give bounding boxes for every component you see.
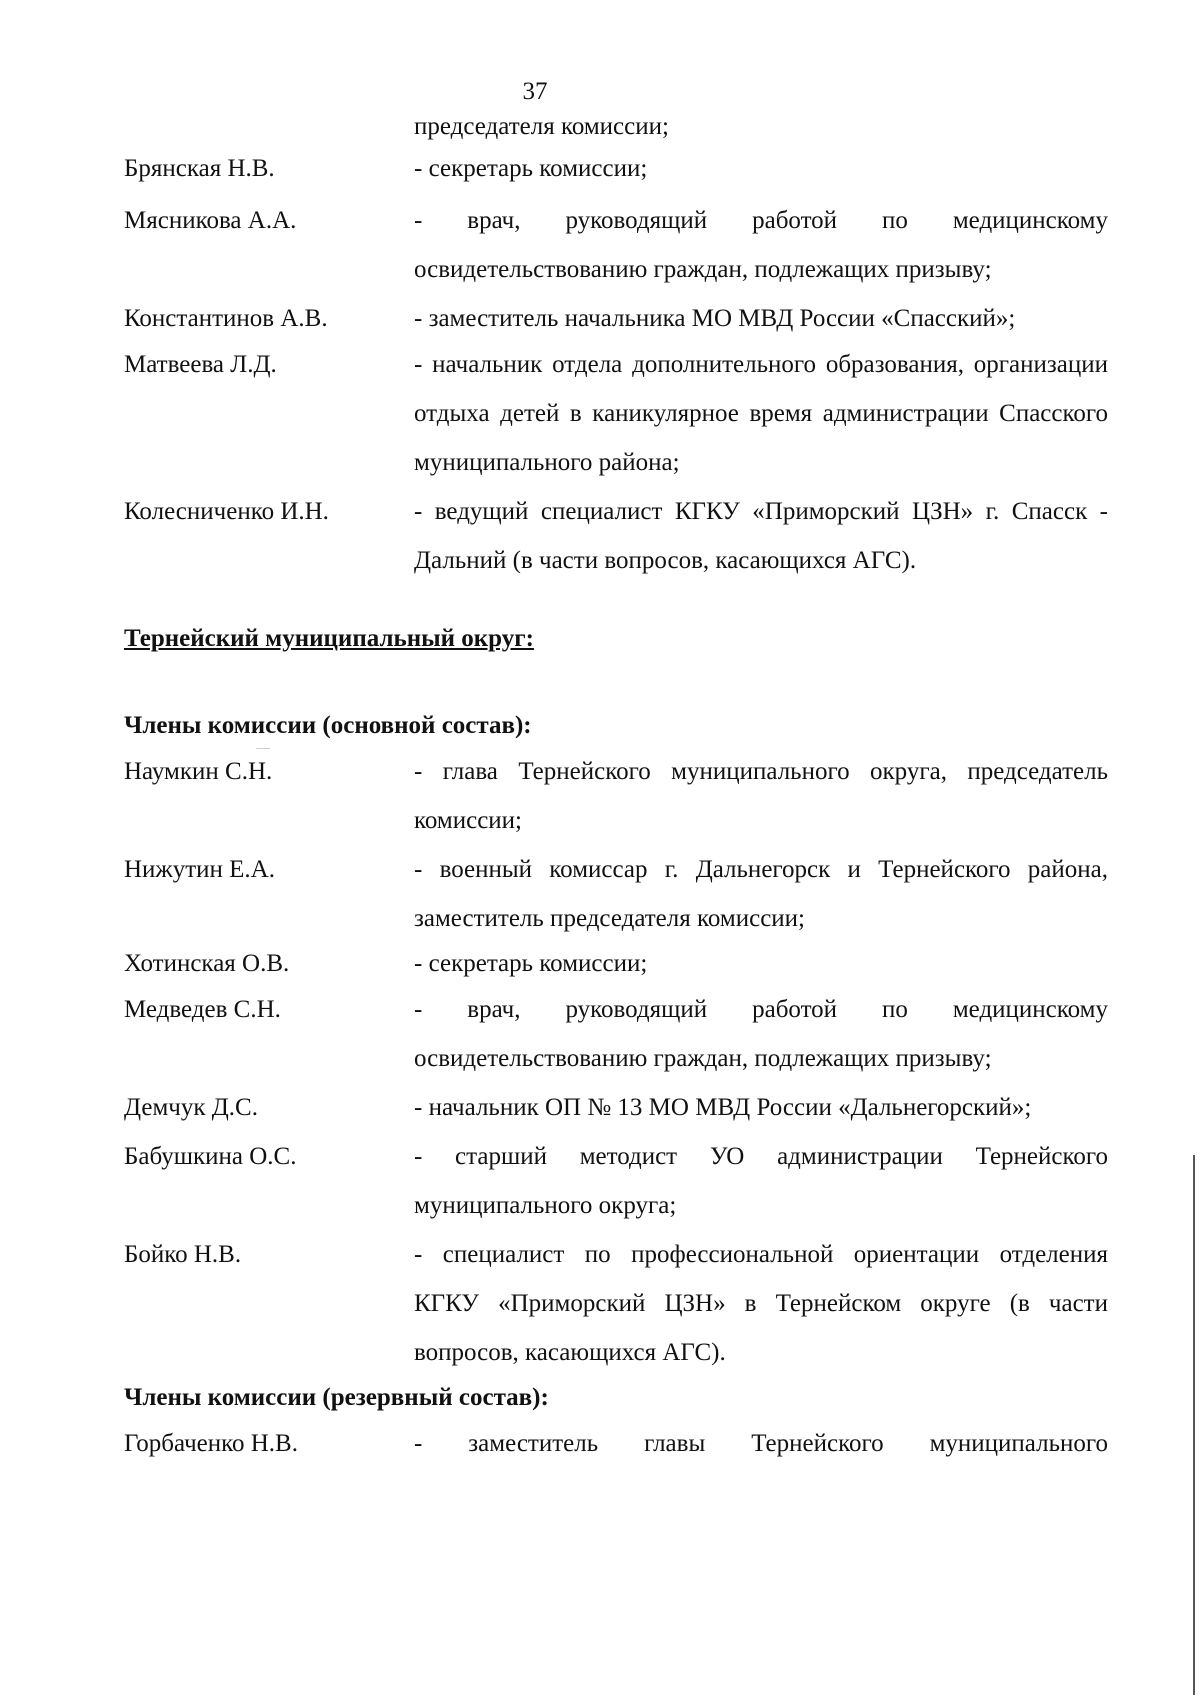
member-position: - секретарь комиссии;: [414, 155, 648, 182]
member-position: - военный комиссар г. Дальнегорск и Тернейского района, заместитель председателя комиссии;: [414, 856, 1108, 932]
section-title: Тернейский муниципальный округ:: [124, 625, 534, 652]
page-number: 37: [522, 78, 548, 105]
member-name: Медведев С.Н.: [124, 996, 281, 1023]
member-row: [124, 1083, 1108, 1132]
main-group-title: Члены комиссии (основной состав):: [124, 712, 532, 739]
document-body: [124, 106, 1108, 1468]
member-name: Горбаченко Н.В.: [124, 1430, 298, 1457]
member-row: [124, 106, 1108, 148]
member-position: - врач, руководящий работой по медицинскому освидетельствованию граждан, подлежащих призыву;: [414, 207, 1108, 283]
member-row: [124, 148, 1108, 190]
member-row: [124, 747, 1108, 845]
member-name: Бабушкина О.С.: [124, 1143, 297, 1170]
member-position: - секретарь комиссии;: [414, 950, 648, 977]
member-name: Брянская Н.В.: [124, 155, 275, 182]
member-name: Бойко Н.В.: [124, 1241, 242, 1268]
member-position: - начальник ОП № 13 МО МВД России «Дальнегорский»;: [414, 1094, 1032, 1121]
member-row: [124, 985, 1108, 1083]
reserve-group-title: Члены комиссии (резервный состав):: [124, 1384, 549, 1411]
member-position: - специалист по профессиональной ориентации отделения КГКУ «Приморский ЦЗН» в Тернейском округе (в части вопросов, касающихся АГС).: [414, 1241, 1108, 1366]
member-name: Колесниченко И.Н.: [124, 498, 329, 525]
member-name: Константинов А.В.: [124, 305, 328, 332]
member-name: Матвеева Л.Д.: [124, 351, 277, 378]
scan-speck: [256, 748, 270, 749]
member-name: Хотинская О.В.: [124, 950, 290, 977]
member-position: - ведущий специалист КГКУ «Приморский ЦЗН» г. Спасск - Дальний (в части вопросов, касающихся АГС).: [414, 498, 1108, 574]
member-row: [124, 487, 1108, 585]
member-position: - начальник отдела дополнительного образования, организации отдыха детей в каникулярное время администрации Спасского муниципального района;: [414, 351, 1108, 476]
member-position: - заместитель главы Тернейского муниципального: [414, 1430, 1108, 1457]
member-name: Нижутин Е.А.: [124, 856, 275, 883]
intro-continuation: председателя комиссии;: [414, 113, 669, 140]
member-name: Демчук Д.С.: [124, 1094, 258, 1121]
member-position: - врач, руководящий работой по медицинскому освидетельствованию граждан, подлежащих призыву;: [414, 996, 1108, 1072]
member-name: Наумкин С.Н.: [124, 758, 273, 785]
member-name: Мясникова А.А.: [124, 207, 297, 234]
member-position: - старший методист УО администрации Тернейского муниципального округа;: [414, 1143, 1108, 1219]
member-position: - глава Тернейского муниципального округа, председатель комиссии;: [414, 758, 1108, 834]
member-row: [124, 340, 1108, 487]
member-row: [124, 298, 1108, 340]
member-position: - заместитель начальника МО МВД России «Спасский»;: [414, 305, 1016, 332]
member-row: [124, 943, 1108, 985]
member-row: [124, 196, 1108, 294]
member-row: [124, 845, 1108, 943]
member-row: [124, 1132, 1108, 1230]
scan-edge-line: [1193, 1155, 1195, 1695]
member-row: [124, 1419, 1108, 1468]
member-row: [124, 1230, 1108, 1377]
